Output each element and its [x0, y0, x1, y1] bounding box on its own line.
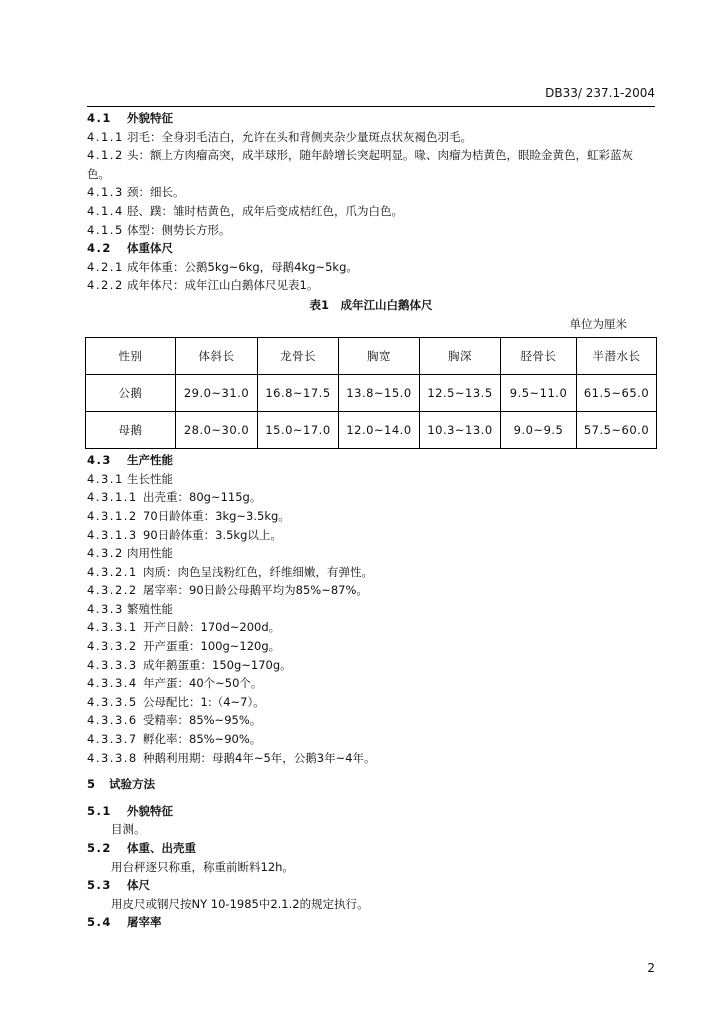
clause [87, 202, 655, 221]
clause-number: 4.1.3 [87, 185, 124, 200]
clause-number: 4.3.1 [87, 471, 124, 486]
chapter-number: 5 [87, 777, 97, 792]
clause-text: 成年体尺：成年江山白鹅体尺见表1。 [127, 278, 319, 293]
clause-text: 开产日龄：170d~200d。 [143, 620, 281, 635]
page-number: 2 [647, 961, 655, 975]
clause-text: 公母配比：1:（4~7）。 [143, 694, 265, 709]
clause-text: 出壳重：80g~115g。 [143, 490, 262, 505]
clause [87, 507, 655, 526]
section-heading [87, 109, 655, 128]
table-cell: 10.3~13.0 [420, 412, 501, 449]
table-header-cell: 胸深 [420, 338, 501, 375]
table-cell: 12.0~14.0 [339, 412, 420, 449]
table-cell: 母鹅 [86, 412, 176, 449]
clause-text: 头：额上方肉瘤高突，成半球形，随年龄增长突起明显。喙、肉瘤为桔黄色，眼睑金黄色，虹彩蓝灰色。 [87, 148, 633, 181]
section-number: 4.2 [87, 241, 112, 256]
clause-number: 4.3.3.5 [87, 694, 138, 709]
document-body [87, 109, 655, 932]
section-title: 体重体尺 [127, 241, 173, 256]
clause [87, 749, 655, 768]
clause-text: 成年体重：公鹅5kg~6kg，母鹅4kg~5kg。 [127, 259, 358, 274]
table-header-cell: 胸宽 [339, 338, 420, 375]
section-title: 体重、出壳重 [127, 841, 196, 855]
table-cell: 16.8~17.5 [258, 375, 339, 412]
clause-text: 繁殖性能 [127, 601, 173, 616]
clause [87, 637, 655, 656]
clause [87, 276, 655, 295]
document-id: DB33/ 237.1-2004 [545, 86, 655, 100]
section-number: 5.3 [87, 878, 112, 893]
table-header-cell: 体斜长 [176, 338, 258, 375]
section-number: 5.1 [87, 803, 112, 818]
clause-number: 4.3.3.1 [87, 620, 138, 635]
clause-text: 颈：细长。 [127, 185, 185, 200]
clause-text: 年产蛋：40个~50个。 [143, 676, 263, 691]
clause-number: 4.1.2 [87, 148, 124, 163]
clause [87, 581, 655, 600]
clause [87, 488, 655, 507]
table-header-cell: 半潜水长 [577, 338, 657, 375]
clause-text: 肉用性能 [127, 546, 173, 561]
clause-text: 成年鹅蛋重：150g~170g。 [143, 657, 292, 672]
clause-number: 4.3.1.1 [87, 490, 138, 505]
table-cell: 15.0~17.0 [258, 412, 339, 449]
clause-text: 生长性能 [127, 471, 173, 486]
section-number: 4.3 [87, 453, 112, 468]
clause-number: 4.1.1 [87, 129, 124, 144]
table-cell: 12.5~13.5 [420, 375, 501, 412]
table-header-cell: 性别 [86, 338, 176, 375]
table-cell: 9.5~11.0 [501, 375, 577, 412]
clause-number: 4.2.2 [87, 278, 124, 293]
table-cell: 57.5~60.0 [577, 412, 657, 449]
table-header-row [86, 338, 657, 375]
clause-number: 4.2.1 [87, 259, 124, 274]
section-body: 用皮尺或钢尺按NY 10-1985中2.1.2的规定执行。 [111, 896, 369, 911]
clause [87, 618, 655, 637]
chapter-title: 试验方法 [109, 777, 155, 792]
clause-number: 4.1.5 [87, 222, 124, 237]
clause-text: 70日龄体重：3kg~3.5kg。 [143, 508, 290, 523]
section-heading [87, 913, 655, 932]
clause-number: 4.3.3.8 [87, 750, 138, 765]
table-cell: 29.0~31.0 [176, 375, 258, 412]
table-caption: 表1 成年江山白鹅体尺 [309, 297, 433, 312]
section-title: 屠宰率 [127, 915, 162, 930]
clause-number: 4.3.1.3 [87, 527, 138, 542]
table-cell: 28.0~30.0 [176, 412, 258, 449]
clause-text: 肉质：肉色呈浅粉红色，纤维细嫩，有弹性。 [143, 564, 373, 579]
clause-text: 屠宰率：90日龄公母鹅平均为85%~87%。 [143, 583, 368, 598]
clause [87, 563, 655, 582]
clause-number: 4.3.3.2 [87, 639, 138, 654]
chapter-heading [87, 775, 655, 794]
clause [87, 470, 655, 489]
section-title: 外貌特征 [127, 111, 173, 125]
clause-text: 羽毛：全身羽毛洁白，允许在头和背侧夹杂少量斑点状灰褐色羽毛。 [127, 129, 472, 144]
section-number: 5.4 [87, 915, 112, 930]
section-heading [87, 876, 655, 895]
section-title: 体尺 [127, 878, 150, 893]
clause-text: 种鹅利用期：母鹅4年~5年，公鹅3年~4年。 [143, 750, 376, 765]
clause-number: 4.1.4 [87, 203, 124, 218]
section-heading [87, 802, 655, 821]
clause [87, 656, 655, 675]
section-number: 5.2 [87, 841, 112, 855]
section-body: 目测。 [111, 822, 146, 837]
table-cell: 61.5~65.0 [577, 375, 657, 412]
clause [87, 711, 655, 730]
section-title: 外貌特征 [127, 803, 173, 818]
header-rule [87, 106, 655, 107]
clause-number: 4.3.1.2 [87, 508, 138, 523]
table-row [86, 412, 657, 449]
clause [87, 526, 655, 545]
clause [87, 600, 655, 619]
clause-text: 开产蛋重：100g~120g。 [143, 639, 281, 654]
section-number: 4.1 [87, 111, 112, 125]
body-size-table [85, 337, 657, 449]
clause-text: 受精率：85%~95%。 [143, 713, 262, 728]
clause-number: 4.3.3.4 [87, 676, 138, 691]
clause-number: 4.3.2.1 [87, 564, 138, 579]
clause-number: 4.3.3.3 [87, 657, 138, 672]
clause-text: 体型：侧势长方形。 [127, 222, 231, 237]
clause [87, 674, 655, 693]
clause [87, 258, 655, 277]
clause-text: 胫、蹼：雏时桔黄色，成年后变成桔红色，爪为白色。 [127, 203, 403, 218]
clause-text: 孵化率：85%~90%。 [143, 732, 262, 747]
table-cell: 公鹅 [86, 375, 176, 412]
clause-number: 4.3.3.7 [87, 732, 138, 747]
clause [87, 128, 655, 147]
table-cell: 9.0~9.5 [501, 412, 577, 449]
table-row [86, 375, 657, 412]
section-heading [87, 451, 655, 470]
spacer [87, 794, 655, 802]
clause [87, 183, 655, 202]
clause [87, 221, 655, 240]
clause-number: 4.3.3 [87, 601, 124, 616]
section-heading [87, 839, 655, 858]
clause-number: 4.3.2.2 [87, 583, 138, 598]
clause [87, 146, 655, 183]
clause [87, 730, 655, 749]
section-heading [87, 239, 655, 258]
clause-text: 90日龄体重：3.5kg以上。 [143, 527, 282, 542]
table-header-cell: 胫骨长 [501, 338, 577, 375]
clause [87, 693, 655, 712]
clause-number: 4.3.3.6 [87, 713, 138, 728]
table-unit: 单位为厘米 [569, 316, 627, 331]
clause [87, 544, 655, 563]
spacer [87, 767, 655, 775]
table-cell: 13.8~15.0 [339, 375, 420, 412]
table-header-cell: 龙骨长 [258, 338, 339, 375]
clause-number: 4.3.2 [87, 546, 124, 561]
section-title: 生产性能 [127, 453, 173, 468]
section-body: 用台秤逐只称重，称重前断料12h。 [111, 859, 294, 874]
